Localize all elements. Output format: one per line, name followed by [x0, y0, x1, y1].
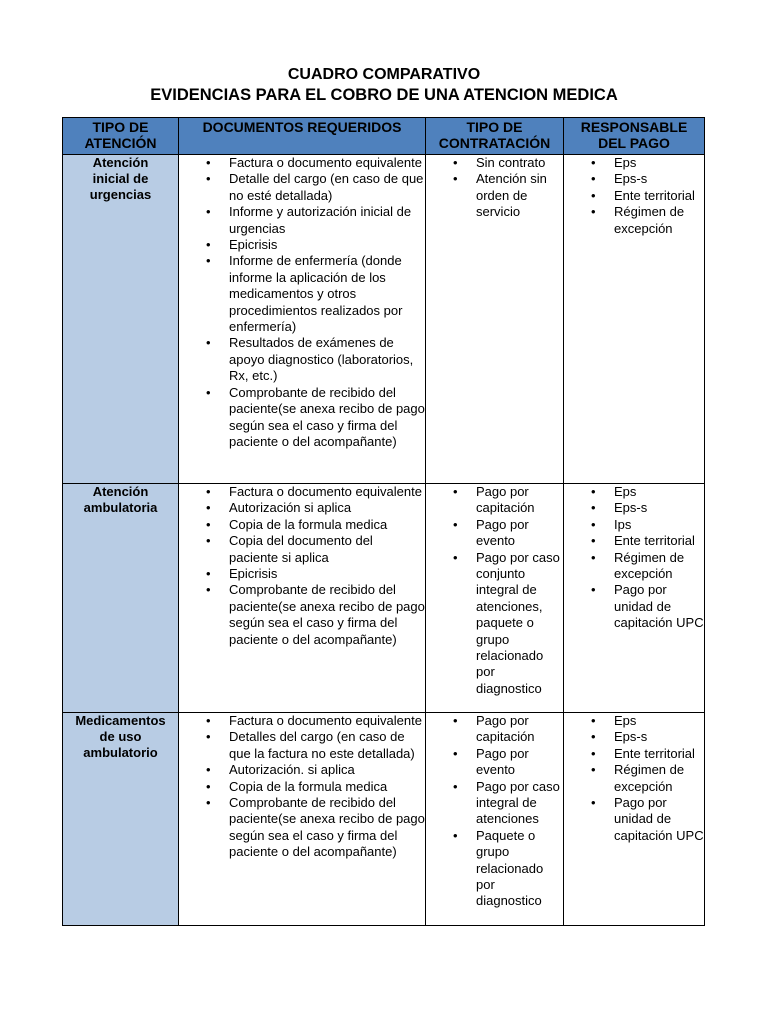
- list-item: • Eps: [564, 484, 704, 500]
- list-item: • Sin contrato: [426, 155, 563, 171]
- list-item: • Pago por capitación: [426, 713, 563, 746]
- list-item: • Ente territorial: [564, 188, 704, 204]
- list-item: • Copia de la formula medica: [179, 517, 425, 533]
- list-item: • Pago por unidad de capitación UPC: [564, 582, 704, 631]
- documents-cell: [179, 155, 426, 484]
- list-item: • Copia de la formula medica: [179, 779, 425, 795]
- contracting-cell: [426, 155, 564, 484]
- header-row: [63, 118, 705, 155]
- list-item: • Pago por evento: [426, 746, 563, 779]
- contracting-list: [426, 484, 563, 697]
- list-item: • Factura o documento equivalente: [179, 713, 425, 729]
- list-item: • Comprobante de recibido del paciente(se anexa recibo de pago según sea el caso y firma del paciente o del acompañante): [179, 385, 425, 451]
- list-item: • Informe de enfermería (donde informe la aplicación de los medicamentos y otros procedimientos realizados por enfermería): [179, 253, 425, 335]
- table-row: [63, 484, 705, 713]
- contracting-cell: [426, 484, 564, 713]
- list-item: • Comprobante de recibido del paciente(se anexa recibo de pago según sea el caso y firma del paciente o del acompañante): [179, 582, 425, 648]
- list-item: • Comprobante de recibido del paciente(se anexa recibo de pago según sea el caso y firma del paciente o del acompañante): [179, 795, 425, 861]
- header-tipo-contratacion: TIPO DE CONTRATACIÓN: [426, 118, 564, 155]
- contracting-cell: [426, 713, 564, 926]
- list-item: • Autorización si aplica: [179, 500, 425, 516]
- list-item: • Factura o documento equivalente: [179, 155, 425, 171]
- comparison-table: [62, 117, 705, 926]
- list-item: • Copia del documento del paciente si aplica: [179, 533, 425, 566]
- row-type-cell: Medicamentos de uso ambulatorio: [63, 713, 179, 926]
- list-item: • Régimen de excepción: [564, 204, 704, 237]
- list-item: • Epicrisis: [179, 566, 425, 582]
- list-item: • Eps: [564, 155, 704, 171]
- list-item: • Eps: [564, 713, 704, 729]
- list-item: • Factura o documento equivalente: [179, 484, 425, 500]
- list-item: • Detalles del cargo (en caso de que la factura no este detallada): [179, 729, 425, 762]
- row-type-cell: Atención inicial de urgencias: [63, 155, 179, 484]
- list-item: • Régimen de excepción: [564, 550, 704, 583]
- list-item: • Pago por caso integral de atenciones: [426, 779, 563, 828]
- list-item: • Pago por evento: [426, 517, 563, 550]
- responsible-cell: [564, 484, 705, 713]
- list-item: • Detalle del cargo (en caso de que no esté detallada): [179, 171, 425, 204]
- list-item: • Régimen de excepción: [564, 762, 704, 795]
- header-documentos: DOCUMENTOS REQUERIDOS: [179, 118, 426, 155]
- list-item: • Eps-s: [564, 171, 704, 187]
- header-responsable: RESPONSABLE DEL PAGO: [564, 118, 705, 155]
- list-item: • Paquete o grupo relacionado por diagnostico: [426, 828, 563, 910]
- responsible-list: [564, 484, 704, 632]
- documents-list: [179, 484, 425, 648]
- responsible-cell: [564, 155, 705, 484]
- list-item: • Informe y autorización inicial de urgencias: [179, 204, 425, 237]
- row-type-cell: Atención ambulatoria: [63, 484, 179, 713]
- responsible-list: [564, 713, 704, 844]
- documents-list: [179, 155, 425, 450]
- contracting-list: [426, 713, 563, 910]
- responsible-list: [564, 155, 704, 237]
- list-item: • Ips: [564, 517, 704, 533]
- documents-cell: [179, 713, 426, 926]
- list-item: • Epicrisis: [179, 237, 425, 253]
- list-item: • Resultados de exámenes de apoyo diagnostico (laboratorios, Rx, etc.): [179, 335, 425, 384]
- list-item: • Eps-s: [564, 500, 704, 516]
- list-item: • Pago por capitación: [426, 484, 563, 517]
- table-row: [63, 155, 705, 484]
- responsible-cell: [564, 713, 705, 926]
- document-subtitle: EVIDENCIAS PARA EL COBRO DE UNA ATENCION MEDICA: [150, 86, 618, 104]
- list-item: • Atención sin orden de servicio: [426, 171, 563, 220]
- list-item: • Pago por caso conjunto integral de atenciones, paquete o grupo relacionado por diagnostico: [426, 550, 563, 698]
- contracting-list: [426, 155, 563, 221]
- document-title: CUADRO COMPARATIVO: [287, 66, 481, 83]
- list-item: • Eps-s: [564, 729, 704, 745]
- documents-cell: [179, 484, 426, 713]
- table-row: [63, 713, 705, 926]
- list-item: • Pago por unidad de capitación UPC: [564, 795, 704, 844]
- header-tipo-atencion: TIPO DE ATENCIÓN: [63, 118, 179, 155]
- documents-list: [179, 713, 425, 861]
- list-item: • Ente territorial: [564, 533, 704, 549]
- list-item: • Autorización. si aplica: [179, 762, 425, 778]
- list-item: • Ente territorial: [564, 746, 704, 762]
